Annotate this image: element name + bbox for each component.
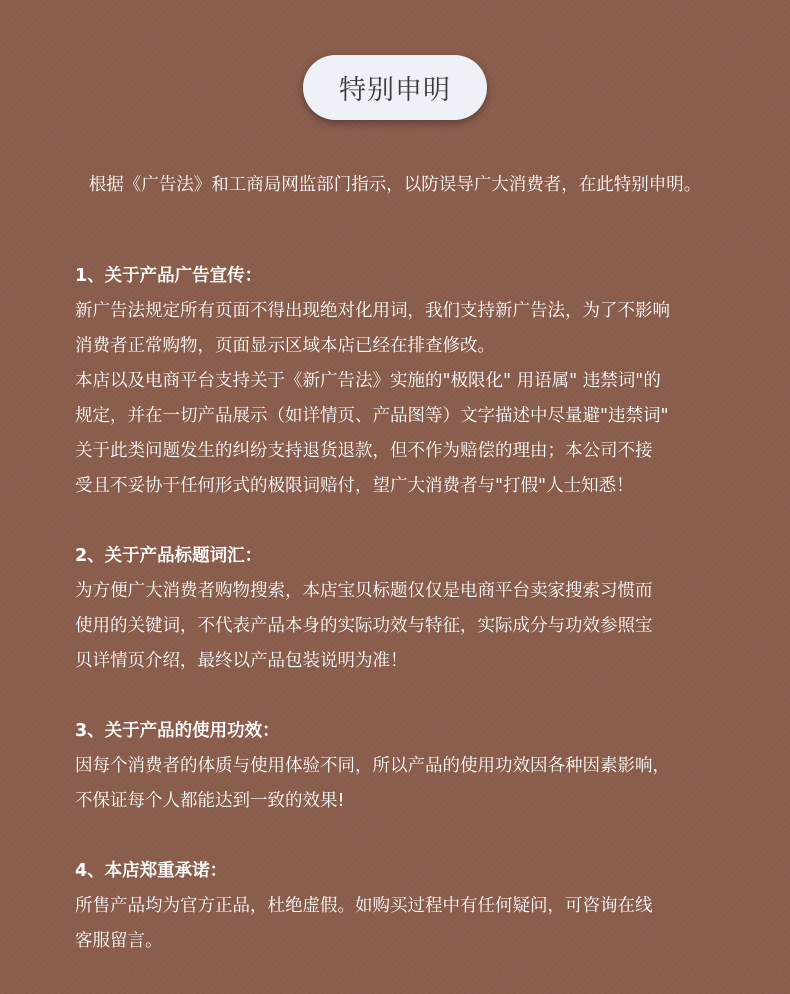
section-usage-effects	[75, 714, 765, 819]
page-title: 特别申明	[339, 75, 451, 106]
section-line: 消费者正常购物，页面显示区域本店已经在排查修改。	[75, 336, 495, 356]
section-line: 受且不妥协于任何形式的极限词赔付，望广大消费者与"打假"人士知悉！	[75, 476, 634, 496]
section-ad-promotion	[75, 259, 765, 504]
section-line: 新广告法规定所有页面不得出现绝对化用词，我们支持新广告法，为了不影响	[75, 301, 670, 321]
section-line: 因每个消费者的体质与使用体验不同，所以产品的使用功效因各种因素影响，	[75, 756, 670, 776]
section-heading: 2、关于产品标题词汇：	[75, 546, 263, 566]
section-line: 为方便广大消费者购物搜索，本店宝贝标题仅仅是电商平台卖家搜索习惯而	[75, 581, 653, 601]
section-line: 不保证每个人都能达到一致的效果!	[75, 791, 345, 811]
intro-text: 根据《广告法》和工商局网监部门指示，以防误导广大消费者，在此特别申明。	[88, 175, 702, 195]
section-heading: 4、本店郑重承诺：	[75, 861, 228, 881]
section-heading: 3、关于产品的使用功效：	[75, 721, 280, 741]
section-line: 贝详情页介绍，最终以产品包装说明为准！	[75, 651, 408, 671]
section-line: 本店以及电商平台支持关于《新广告法》实施的"极限化" 用语属" 违禁词"的	[75, 371, 661, 391]
sections-container	[75, 259, 765, 994]
section-line: 规定，并在一切产品展示（如详情页、产品图等）文字描述中尽量避"违禁词"	[75, 406, 669, 426]
section-line: 关于此类问题发生的纠纷支持退货退款，但不作为赔偿的理由；本公司不接	[75, 441, 653, 461]
section-title-keywords	[75, 539, 765, 679]
section-line: 使用的关键词，不代表产品本身的实际功效与特征，实际成分与功效参照宝	[75, 616, 653, 636]
section-line: 所售产品均为官方正品，杜绝虚假。如购买过程中有任何疑问，可咨询在线	[75, 896, 653, 916]
title-badge	[303, 55, 487, 120]
section-line: 客服留言。	[75, 931, 163, 951]
section-store-promise	[75, 854, 765, 959]
section-heading: 1、关于产品广告宣传：	[75, 266, 263, 286]
